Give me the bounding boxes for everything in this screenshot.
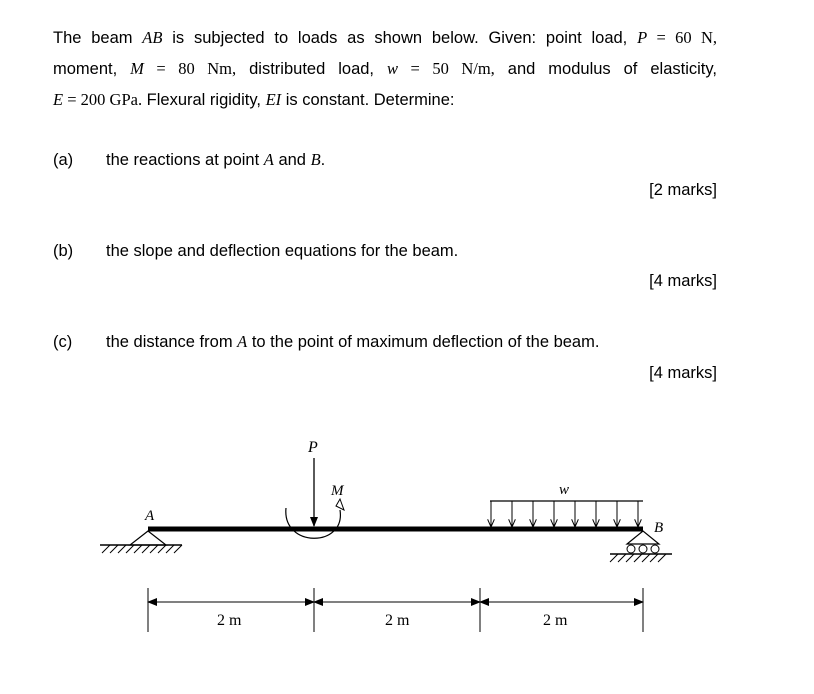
label-m: M [331, 483, 344, 499]
var-e: E [53, 90, 64, 109]
text: to the point of maximum deflection of the beam. [247, 333, 600, 351]
moment-arrowhead [336, 499, 344, 510]
value-m: = 80 Nm, [143, 59, 237, 78]
question-label: (b) [53, 242, 74, 260]
statement-line-2 [53, 53, 717, 84]
marks-a: [2 marks] [649, 181, 717, 199]
dim-label-1: 2 m [217, 612, 242, 629]
var-b: B [310, 150, 321, 169]
text: The beam [53, 29, 143, 47]
var-ab: AB [142, 28, 163, 47]
question-label: (c) [53, 333, 73, 351]
text: the reactions at point [106, 151, 264, 169]
statement-line-1 [53, 22, 717, 53]
problem-statement [53, 22, 717, 115]
label-p: P [308, 439, 318, 456]
question-text: the slope and deflection equations for the beam. [106, 242, 459, 260]
text: Flexural rigidity, [142, 91, 266, 109]
text: distributed load, [236, 60, 387, 78]
label-a: A [145, 508, 155, 524]
text: . [320, 151, 326, 169]
dim-label-3: 2 m [543, 612, 568, 629]
label-b: B [654, 520, 664, 536]
question-text [106, 150, 325, 170]
var-a: A [237, 332, 248, 351]
text: is constant. Determine: [281, 91, 455, 109]
var-ei: EI [265, 90, 282, 109]
question-label: (a) [53, 151, 74, 169]
question-text [106, 332, 599, 352]
var-m: M [130, 59, 144, 78]
var-p: P [637, 28, 648, 47]
value-w: = 50 N/m, [398, 59, 495, 78]
text: is subjected to loads as shown below. Given: point load, [162, 29, 638, 47]
dim-label-2: 2 m [385, 612, 410, 629]
text: and modulus of elasticity, [494, 60, 717, 78]
marks-b: [4 marks] [649, 272, 717, 290]
distributed-load [490, 501, 643, 526]
text: the distance from [106, 333, 238, 351]
label-w: w [559, 482, 570, 498]
marks-c: [4 marks] [649, 364, 717, 382]
var-w: w [386, 59, 398, 78]
value-p: = 60 N, [647, 28, 717, 47]
text: and [273, 151, 311, 169]
value-e: = 200 GPa. [63, 90, 143, 109]
moment-arc [286, 508, 341, 538]
roller-support-b [610, 531, 672, 562]
pin-support-a [100, 531, 182, 553]
var-a: A [263, 150, 274, 169]
dimension-lines [148, 588, 643, 632]
statement-line-3 [53, 84, 717, 115]
text: moment, [53, 60, 131, 78]
